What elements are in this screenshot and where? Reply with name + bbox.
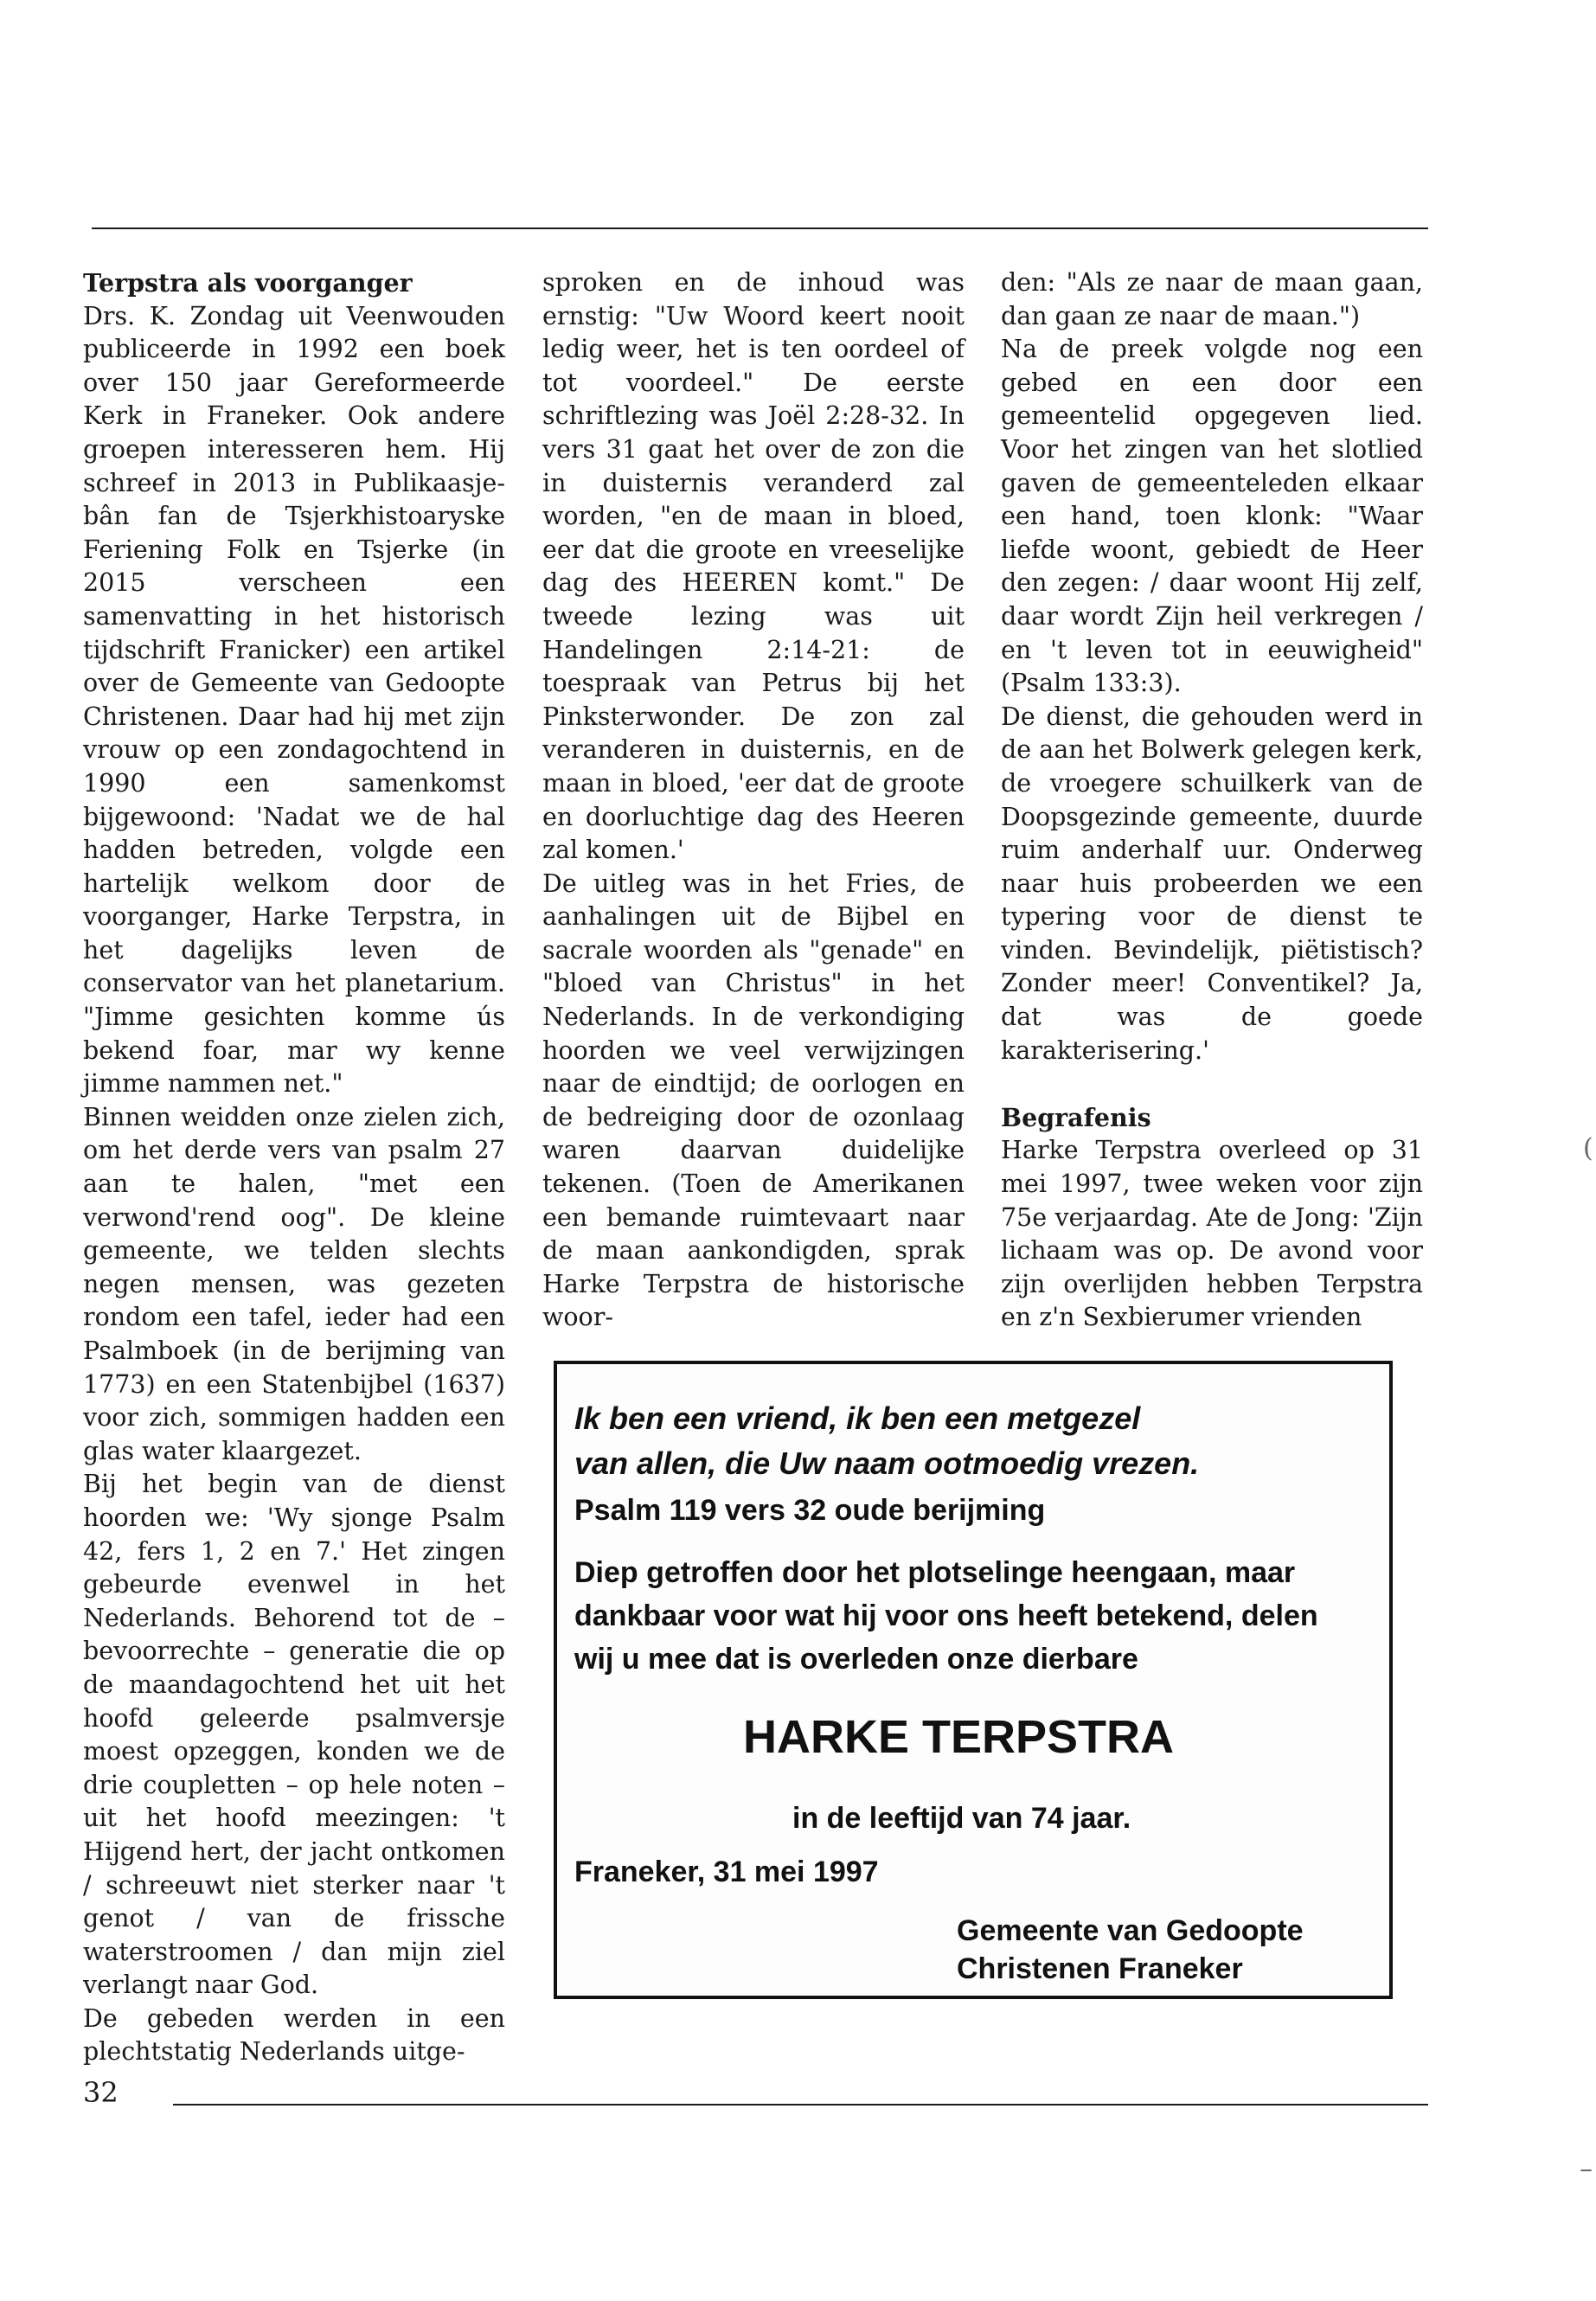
col1-paragraph: De gebeden werden in een plechtstatig Nederlands uitge- bbox=[83, 2003, 505, 2067]
col2-paragraph: sproken en de inhoud was ernstig: "Uw Woord keert nooit ledig weer, het is ten oordeel of tot voordeel." De eerste schriftlezing was Joël 2:28-32. In vers 31 gaat het over de zon die in duisternis veranderd zal worden, "en de maan in bloed, eer dat die groote en vreeselijke dag des HEEREN komt." De tweede lezing was uit Handelingen 2:14-21: de toespraak van Petrus bij het Pinksterwonder. De zon zal veranderen in duisternis, en de maan in bloed, 'eer dat de groote en doorluchtige dag des Heeren zal komen.' bbox=[542, 268, 965, 865]
margin-mark: – bbox=[1580, 2154, 1593, 2184]
notice-verse-line: Ik ben een vriend, ik ben een metgezel bbox=[574, 1400, 1141, 1436]
column-1 bbox=[83, 266, 505, 2069]
notice-announcement-line: Diep getroffen door het plotselinge heengaan, maar bbox=[574, 1556, 1296, 1589]
col1-paragraph: Binnen weidden onze zielen zich, om het derde vers van psalm 27 aan te halen, "met een verwond'rend oog". De kleine gemeente, we telden slechts negen mensen, was gezeten rondom een tafel, ieder had een Psalmboek (in de berijming van 1773) en een Statenbijbel (1637) voor zich, sommigen hadden een glas water klaargezet. bbox=[83, 1102, 505, 1465]
notice-place-date: Franeker, 31 mei 1997 bbox=[574, 1856, 879, 1888]
section-heading-begrafenis: Begrafenis bbox=[1001, 1102, 1151, 1132]
notice-signature-line: Christenen Franeker bbox=[957, 1952, 1243, 1985]
notice-age: in de leeftijd van 74 jaar. bbox=[792, 1802, 1131, 1835]
footer-rule bbox=[173, 2104, 1428, 2106]
col2-paragraph: De uitleg was in het Fries, de aanhalingen uit de Bijbel en sacrale woorden als "genade" en "bloed van Christus" in het Nederlands. In de verkondiging hoorden we veel verwijzingen naar de eindtijd; de oorlogen en de bedreiging door de ozonlaag waren daarvan duidelijke tekenen. (Toen de Amerikanen een bemande ruimtevaart naar de maan aankondigden, sprak Harke Terpstra de historische woor- bbox=[542, 868, 965, 1332]
margin-mark: ( bbox=[1583, 1133, 1593, 1163]
col3-paragraph: den: "Als ze naar de maan gaan, dan gaan ze naar de maan.") bbox=[1001, 268, 1423, 330]
notice-announcement-line: dankbaar voor wat hij voor ons heeft betekend, delen bbox=[574, 1599, 1318, 1632]
notice-psalm-reference: Psalm 119 vers 32 oude berijming bbox=[574, 1494, 1046, 1527]
notice-verse-line: van allen, die Uw naam ootmoedig vrezen. bbox=[574, 1445, 1200, 1481]
col3-paragraph: Na de preek volgde nog een gebed en een door een gemeentelid opgegeven lied. Voor het zingen van het slotlied gaven de gemeenteleden elkaar een hand, toen klonk: "Waar liefde woont, gebiedt de Heer den zegen: / daar woont Hij zelf, daar wordt Zijn heil verkregen / en 't leven tot in eeuwigheid" (Psalm 133:3). bbox=[1001, 335, 1423, 698]
col1-paragraph: Bij het begin van de dienst hoorden we: 'Wy sjonge Psalm 42, fers 1, 2 en 7.' Het zingen gebeurde evenwel in het Nederlands. Behorend tot de – bevoorrechte – generatie die op de maandagochtend het uit het hoofd geleerde psalmversje moest opzeggen, konden we de drie coupletten – op hele noten – uit het hoofd meezingen: 't Hijgend hert, der jacht ontkomen / schreeuwt niet sterker naar 't genot / van de frissche waterstroomen / dan mijn ziel verlangt naar God. bbox=[83, 1470, 505, 2000]
header-rule bbox=[92, 228, 1428, 229]
column-2 bbox=[542, 266, 965, 1335]
section-heading-terpstra: Terpstra als voorganger bbox=[83, 268, 413, 298]
col3-paragraph: De dienst, die gehouden werd in de aan het Bolwerk gelegen kerk, de vroegere schuilkerk van de Doopsgezinde gemeente, duurde ruim anderhalf uur. Onderweg naar huis probeerden we een typering voor de dienst te vinden. Bevindelijk, piëtistisch? Zonder meer! Conventikel? Ja, dat was de goede karakterisering.' bbox=[1001, 702, 1423, 1065]
notice-announcement-line: wij u mee dat is overleden onze dierbare bbox=[574, 1643, 1138, 1676]
notice-deceased-name: HARKE TERPSTRA bbox=[743, 1711, 1175, 1763]
col1-paragraph: Drs. K. Zondag uit Veenwouden publiceerde in 1992 een boek over 150 jaar Gereformeerde Kerk in Franeker. Ook andere groepen interesseren hem. Hij schreef in 2013 in Publikaasje-bân fan de Tsjerkhistoaryske Feriening Folk en Tsjerke (in 2015 verscheen een samenvatting in het historisch tijdschrift Franicker) een artikel over de Gemeente van Gedoopte Christenen. Daar had hij met zijn vrouw op een zondagochtend in 1990 een samenkomst bijgewoond: 'Nadat we de hal hadden betreden, volgde een hartelijk welkom door de voorganger, Harke Terpstra, in het dagelijks leven de conservator van het planetarium. "Jimme gesichten komme ús bekend foar, mar wy kenne jimme nammen net." bbox=[83, 301, 505, 1099]
notice-signature-line: Gemeente van Gedoopte bbox=[957, 1914, 1304, 1947]
page-number: 32 bbox=[83, 2076, 119, 2109]
column-3 bbox=[1001, 266, 1423, 1335]
col3-paragraph: Harke Terpstra overleed op 31 mei 1997, twee weken voor zijn 75e verjaardag. Ate de Jong: 'Zijn lichaam was op. De avond voor zijn overlijden hebben Terpstra en z'n Sexbierumer vrienden bbox=[1001, 1136, 1423, 1332]
obituary-notice bbox=[554, 1361, 1393, 1999]
